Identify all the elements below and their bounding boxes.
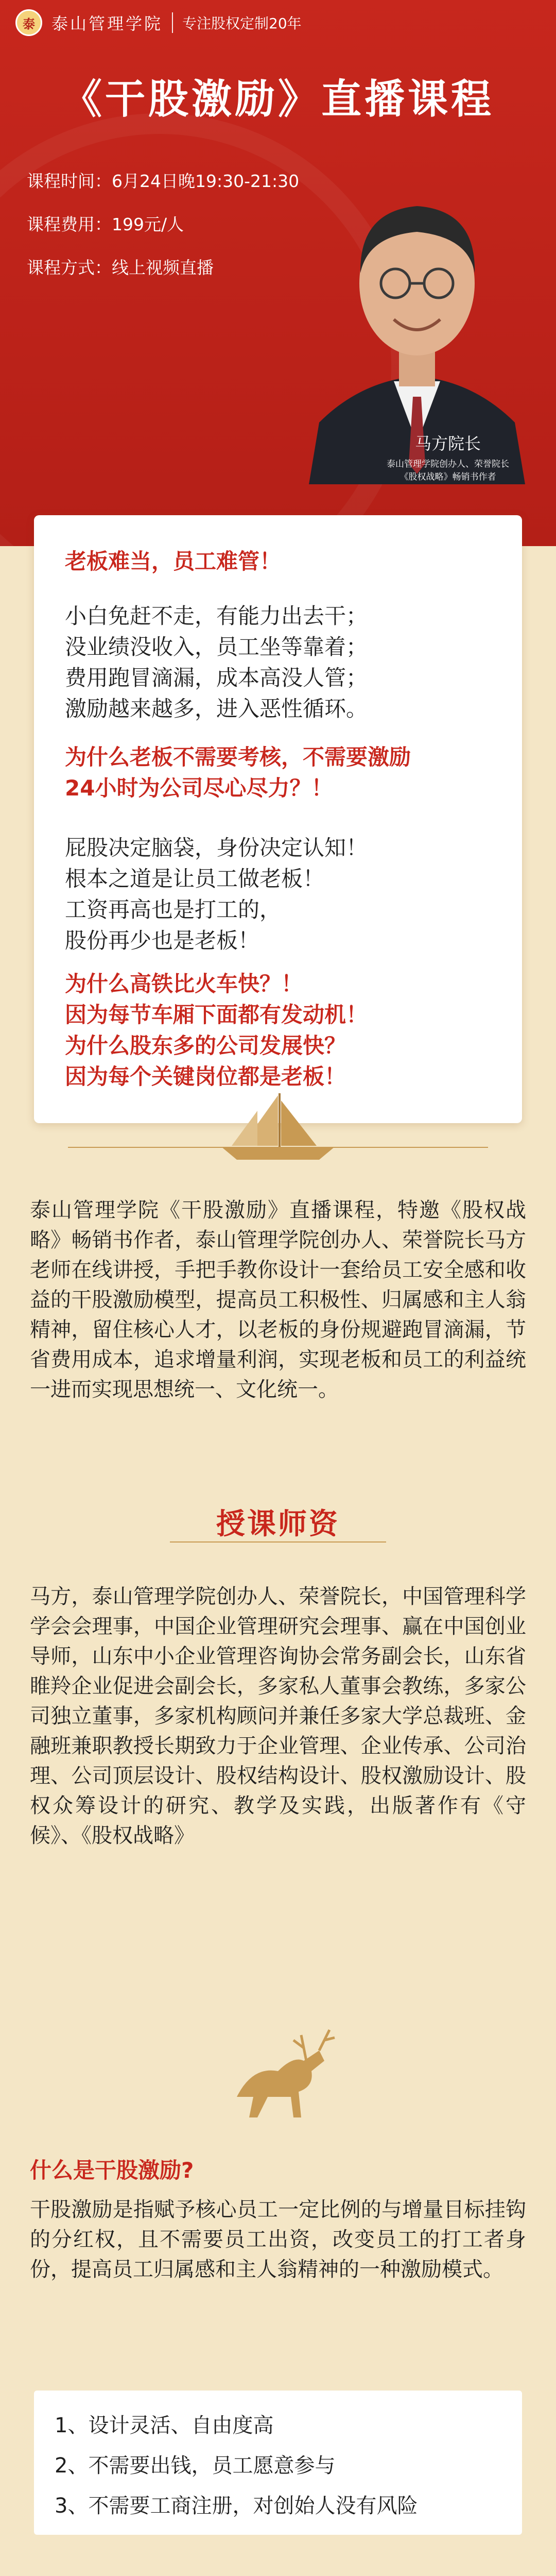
header-banner — [0, 0, 556, 546]
teacher-caption — [360, 431, 535, 482]
teacher-role: 泰山管理学院创办人、荣誉院长 — [387, 459, 509, 469]
answer-list: 屁股决定脑袋，身份决定认知！ 根本之道是让员工做老板！ 工资再高也是打工的， 股份再少也是老板！ — [65, 835, 368, 953]
pain-points-panel — [34, 515, 522, 1123]
question-2: 为什么高铁比火车快？！ 因为每节车厢下面都有发动机！ 为什么股东多的公司发展快？ 因为每个关键岗位都是老板！ — [65, 971, 368, 1089]
course-mode: 课程方式：线上视频直播 — [27, 258, 214, 278]
panel-heading: 老板难当，员工难管！ — [65, 549, 282, 574]
course-time: 课程时间：6月24日晚19:30-21:30 — [27, 171, 300, 191]
what-title: 什么是干股激励? — [30, 2158, 194, 2183]
problems-list: 小白免赶不走，有能力出去干； 没业绩没收入，员工坐等靠着； 费用跑冒滴漏，成本高没人管； 激励越来越多，进入恶性循环。 — [65, 603, 368, 721]
sailboat-icon — [206, 1090, 350, 1162]
logo-row — [15, 9, 302, 36]
logo-text: 泰山管理学院 — [51, 14, 163, 33]
features-box — [34, 2391, 522, 2535]
course-title: 《干股激励》直播课程 — [61, 76, 494, 123]
logo-slogan: 专注股权定制20年 — [182, 15, 302, 32]
teacher-bio: 马方，泰山管理学院创办人、荣誉院长，中国管理科学学会会理事，中国企业管理研究会理事、赢在中国创业导师，山东中小企业管理咨询协会常务副会长，山东省睢羚企业促进会副会长，多家私人董事会教练，多家公司独立董事，多家机构顾问并兼任多家大学总裁班、金融班兼职教授长期致力于企业管理、企业传承、公司治理、公司顶层设计、股权结构设计、股权激励设计、股权众筹设计的研究、教学及实践，出版著作有《守候》、《股权战略》 — [30, 1585, 526, 1848]
feature-item: 1、设计灵活、自由度高 — [55, 2414, 274, 2437]
logo-divider — [172, 12, 173, 33]
logo-icon: 泰 — [15, 9, 42, 36]
deer-icon — [216, 2020, 340, 2123]
teacher-section-title: 授课师资 — [216, 1507, 340, 1541]
what-text: 干股激励是指赋予核心员工一定比例的与增量目标挂钩的分红权，且不需要员工出资，改变员工的打工者身份，提高员工归属感和主人翁精神的一种激励模式。 — [30, 2198, 526, 2281]
feature-item: 3、不需要工商注册，对创始人没有风险 — [55, 2494, 418, 2518]
question-1: 为什么老板不需要考核，不需要激励 24小时为公司尽心尽力？！ — [65, 744, 411, 801]
intro-paragraph: 泰山管理学院《干股激励》直播课程，特邀《股权战略》畅销书作者，泰山管理学院创办人、荣誉院长马方老师在线讲授，手把手教你设计一套给员工安全感和收益的干股激励模型，提高员工积极性、归属感和主人翁精神，留住核心人才，以老板的身份规避跑冒滴漏，节省费用成本，追求增量利润，实现老板和员工的利益统一进而实现思想统一、文化统一。 — [30, 1198, 526, 1401]
teacher-name: 马方院长 — [414, 434, 481, 453]
feature-item: 2、不需要出钱，员工愿意参与 — [55, 2454, 336, 2478]
teacher-book: 《股权战略》畅销书作者 — [399, 472, 496, 482]
divider — [170, 1541, 386, 1543]
divider — [68, 1147, 488, 1148]
course-fee: 课程费用：199元/人 — [27, 214, 184, 234]
